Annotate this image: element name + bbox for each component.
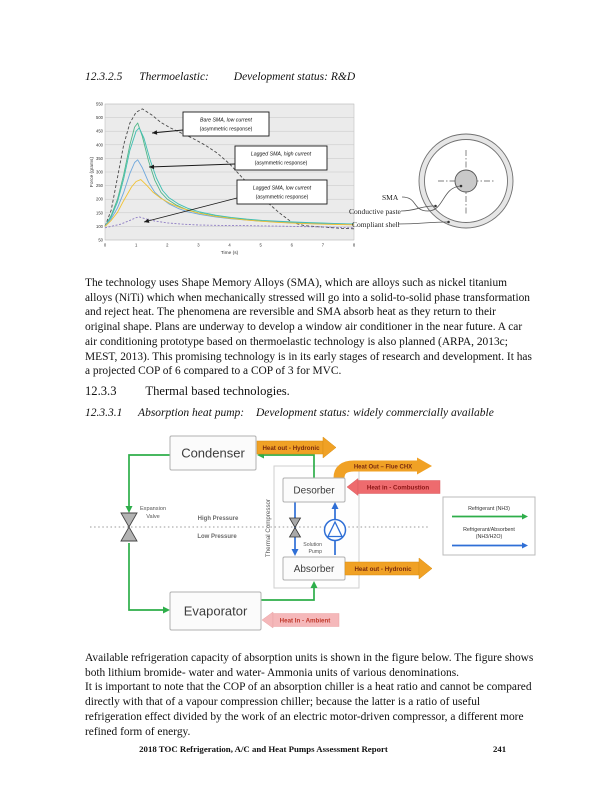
low-pressure-label: Low Pressure xyxy=(197,534,237,540)
footer-page-number: 241 xyxy=(493,744,507,754)
x-tick-label: 1 xyxy=(134,242,138,248)
x-tick-label: 4 xyxy=(228,242,231,248)
section-heading-absorption xyxy=(85,407,494,419)
footer-report-title: 2018 TOC Refrigeration, A/C and Heat Pumps Assessment Report xyxy=(139,744,388,754)
paragraph-sma-technology: The technology uses Shape Memory Alloys (SMA), which are alloys such as nickel titanium alloys (NiTi) which when mechanically stressed will go into a solid-to-solid phase transformation and reject heat. The phenomena are reversible and SMA absorb heat as they return to their original shape. Plans are underway to develop a window air conditioner in the near future. A car air conditioning prototype based on thermoelastic technology is also planned (ARPA, 2013c; MEST, 2013). This promising technology is in its early stages of research and development. It has a projected COP of 6 compared to a COP of 3 for MVC. xyxy=(85,277,532,378)
sma-cross-section-svg xyxy=(348,98,533,243)
diagram-legend xyxy=(443,497,535,555)
callout-label-line1: Bare SMA, low current xyxy=(200,117,252,124)
legend-refrigerant-label: Refrigerant (NH3) xyxy=(468,506,510,512)
solution-pump-icon xyxy=(325,520,346,541)
desorber-label: Desorber xyxy=(293,485,335,497)
x-tick-label: 3 xyxy=(197,242,200,248)
callout-label-line2: (asymmetric response) xyxy=(254,160,308,167)
compliant-shell-label: Compliant shell xyxy=(352,220,400,229)
sma-force-chart xyxy=(88,100,360,265)
section-title: Thermoelastic: xyxy=(139,71,209,83)
force-chart-svg xyxy=(88,100,360,265)
heat-in-combustion-arrow xyxy=(347,479,440,496)
legend-absorbent-label-2: (NH3/H2O) xyxy=(475,534,503,540)
section-number: 12.3.3.1 xyxy=(85,407,123,419)
conductive-paste-label: Conductive paste xyxy=(349,207,401,216)
section-title: Thermal based technologies. xyxy=(145,384,290,398)
heat-in-ambient-arrow xyxy=(262,612,339,628)
section-status: Development status: R&D xyxy=(233,71,356,83)
absorption-heat-pump-diagram xyxy=(86,430,540,647)
section-title: Absorption heat pump: xyxy=(138,407,245,419)
shell-leader-line xyxy=(398,222,447,224)
evaporator-label: Evaporator xyxy=(183,603,248,619)
heat-out-flue-label: Heat Out – Flue CHX xyxy=(353,464,413,471)
y-tick-label: 100 xyxy=(96,223,103,229)
condenser-label: Condenser xyxy=(181,445,245,461)
x-tick-label: 6 xyxy=(290,242,293,248)
y-tick-label: 300 xyxy=(96,169,103,175)
heat-out-hydronic-top-label: Heat out - Hydronic xyxy=(262,444,320,452)
thermal-compressor-label: Thermal Compressor xyxy=(265,498,272,558)
callout-label-line1: Lagged SMA, high current xyxy=(250,151,312,158)
callout-label-line2: (asymmetric response) xyxy=(255,194,309,201)
section-status: Development status: widely commercially available xyxy=(255,407,494,419)
legend-absorbent-label-1: Refrigerant/Absorbent xyxy=(463,527,515,533)
callout-label-line2: (asymmetric response) xyxy=(199,126,253,133)
section-number: 12.3.2.5 xyxy=(85,71,123,83)
y-tick-label: 200 xyxy=(96,196,103,202)
absorber-label: Absorber xyxy=(293,564,335,575)
section-heading-thermal xyxy=(85,384,290,399)
solution-pump-label-2: Pump xyxy=(308,549,322,555)
paragraph-block-absorption xyxy=(85,651,534,739)
absorption-diagram-svg xyxy=(86,430,540,647)
heat-out-hydronic-bottom-label: Heat out - Hydronic xyxy=(354,565,412,573)
shell-leader-dot xyxy=(447,221,450,224)
paragraph-cop-note: It is important to note that the COP of an absorption chiller is a heat ratio and cannot be compared directly with that of a vapour compression chiller; because the latter is a ratio of useful refrigeration effect divided by the work of an electric motor-driven compressor, a different more refined form of energy. xyxy=(85,681,532,738)
y-tick-label: 400 xyxy=(96,142,103,148)
x-tick-label: 7 xyxy=(321,242,325,248)
x-tick-label: 8 xyxy=(352,242,356,248)
section-heading-thermoelastic xyxy=(85,71,355,83)
y-tick-label: 250 xyxy=(96,183,103,189)
section-number: 12.3.3 xyxy=(85,384,117,398)
y-tick-label: 350 xyxy=(96,155,103,161)
solution-pump-label-1: Solution xyxy=(303,542,322,548)
expansion-valve-label-2: Valve xyxy=(146,514,160,520)
heat-in-ambient-label: Heat In - Ambient xyxy=(279,617,331,625)
expansion-valve-label-1: Expansion xyxy=(139,506,167,512)
y-axis-title: Force (grams) xyxy=(90,156,95,188)
high-pressure-label: High Pressure xyxy=(197,516,239,522)
paste-leader-dot xyxy=(434,205,437,208)
y-tick-label: 50 xyxy=(98,237,103,243)
heat-in-combustion-label: Heat in - Combustion xyxy=(366,484,430,492)
y-tick-label: 500 xyxy=(96,115,103,121)
x-tick-label: 5 xyxy=(259,242,262,248)
callout-label-line1: Lagged SMA, low current xyxy=(252,185,312,192)
sma-cross-section-figure xyxy=(348,98,533,243)
y-tick-label: 550 xyxy=(96,101,103,107)
x-axis-title: Time (s) xyxy=(220,251,239,256)
sma-core-circle xyxy=(455,170,477,192)
x-tick-label: 0 xyxy=(103,242,107,248)
x-tick-label: 2 xyxy=(166,242,169,248)
sma-leader-dot xyxy=(460,185,463,188)
y-tick-label: 150 xyxy=(96,210,103,216)
sma-label: SMA xyxy=(382,193,399,202)
paragraph-capacity: Available refrigeration capacity of absorption units is shown in the figure below. The figure shows both lithium bromide- water and water- Ammonia units of various denominations. xyxy=(85,652,534,679)
y-tick-label: 450 xyxy=(96,128,103,134)
